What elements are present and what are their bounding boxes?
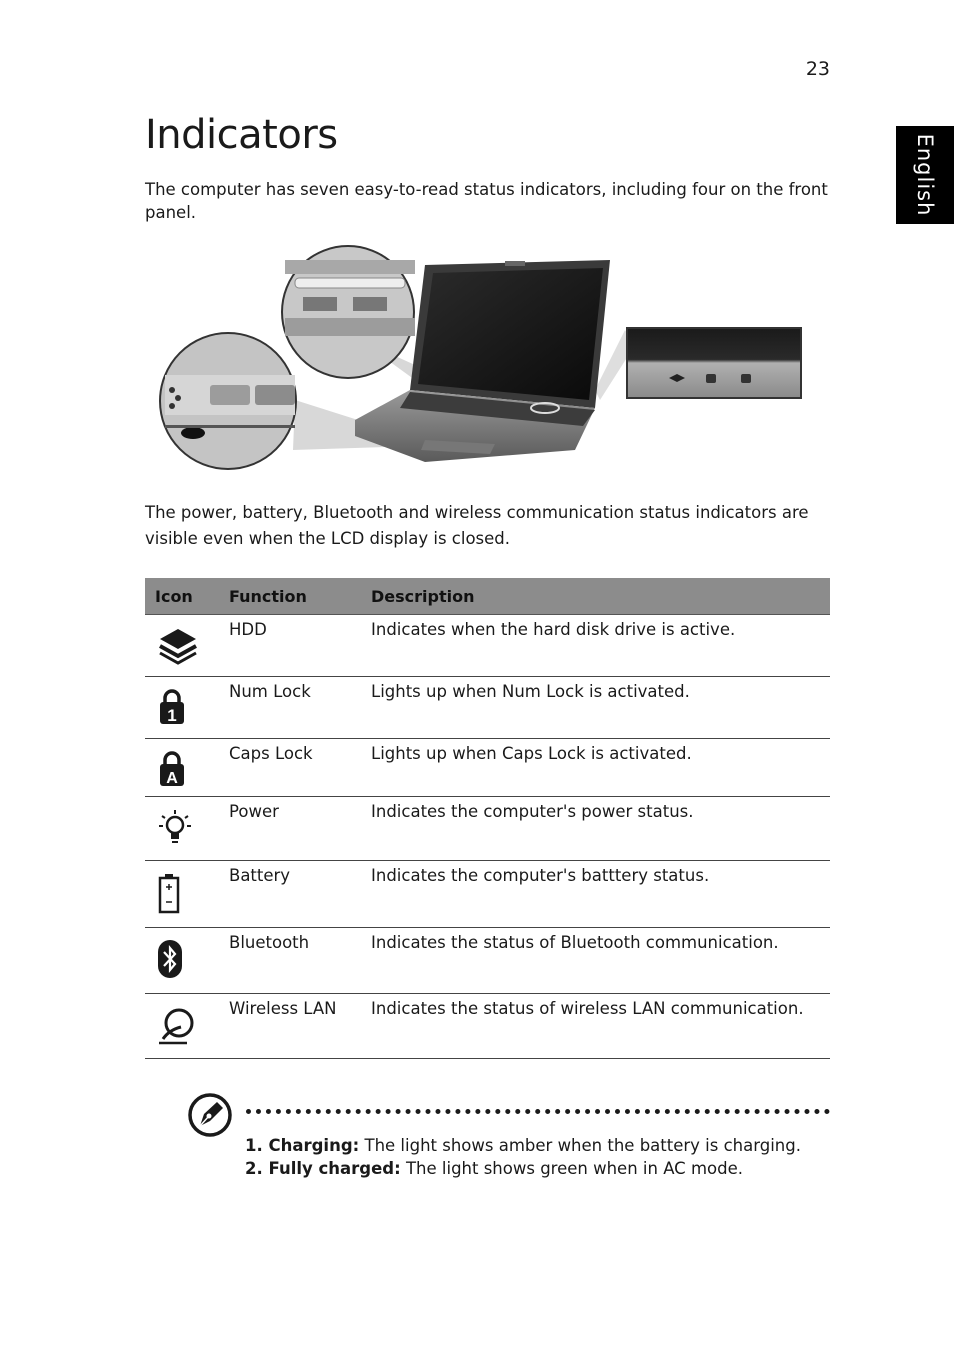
description-cell: Indicates the status of Bluetooth communication. bbox=[361, 928, 830, 994]
note-item-text: The light shows amber when the battery is charging. bbox=[359, 1136, 801, 1155]
page-title: Indicators bbox=[145, 112, 338, 158]
description-cell: Indicates the status of wireless LAN communication. bbox=[361, 994, 830, 1059]
table-row bbox=[145, 615, 830, 677]
function-cell: Num Lock bbox=[219, 677, 361, 739]
description-cell: Lights up when Num Lock is activated. bbox=[361, 677, 830, 739]
language-tab bbox=[896, 126, 954, 224]
table-row bbox=[145, 928, 830, 994]
note-list bbox=[245, 1134, 801, 1180]
note-item-label: 1. Charging: bbox=[245, 1136, 360, 1155]
function-cell: Wireless LAN bbox=[219, 994, 361, 1059]
power-icon bbox=[157, 808, 193, 848]
bluetooth-icon bbox=[157, 939, 183, 979]
description-cell: Indicates when the hard disk drive is active. bbox=[361, 615, 830, 677]
note-item bbox=[245, 1157, 801, 1180]
icon-cell bbox=[145, 739, 219, 797]
note-item-text: The light shows green when in AC mode. bbox=[400, 1159, 743, 1178]
icon-cell bbox=[145, 677, 219, 739]
page-number: 23 bbox=[805, 58, 830, 80]
note-pen-icon bbox=[187, 1092, 233, 1138]
hdd-icon bbox=[157, 626, 199, 666]
wireless-lan-icon bbox=[157, 1005, 197, 1047]
header-function: Function bbox=[219, 578, 361, 615]
table-row bbox=[145, 677, 830, 739]
caps-lock-icon bbox=[157, 750, 187, 788]
visibility-paragraph: The power, battery, Bluetooth and wireless communication status indicators are visible even when the LCD display is closed. bbox=[145, 503, 809, 548]
description-cell: Indicates the computer's batttery status. bbox=[361, 861, 830, 928]
function-cell: Caps Lock bbox=[219, 739, 361, 797]
table-row bbox=[145, 994, 830, 1059]
note-divider bbox=[246, 1109, 830, 1114]
battery-icon bbox=[157, 872, 181, 914]
description-cell: Indicates the computer's power status. bbox=[361, 797, 830, 861]
icon-cell bbox=[145, 615, 219, 677]
table-row bbox=[145, 797, 830, 861]
header-description: Description bbox=[361, 578, 830, 615]
svg-text:A: A bbox=[166, 770, 178, 787]
function-cell: Battery bbox=[219, 861, 361, 928]
function-cell: Power bbox=[219, 797, 361, 861]
description-cell: Lights up when Caps Lock is activated. bbox=[361, 739, 830, 797]
table-row bbox=[145, 861, 830, 928]
indicators-table bbox=[145, 578, 830, 1059]
table-header-row bbox=[145, 578, 830, 615]
table-row bbox=[145, 739, 830, 797]
icon-cell bbox=[145, 861, 219, 928]
note-item-label: 2. Fully charged: bbox=[245, 1159, 401, 1178]
icon-cell bbox=[145, 994, 219, 1059]
header-icon: Icon bbox=[145, 578, 219, 615]
svg-text:1: 1 bbox=[167, 706, 177, 725]
intro-paragraph: The computer has seven easy-to-read status indicators, including four on the front panel. bbox=[145, 180, 828, 222]
laptop-indicators-figure bbox=[155, 240, 805, 476]
function-cell: HDD bbox=[219, 615, 361, 677]
icon-cell bbox=[145, 928, 219, 994]
icon-cell bbox=[145, 797, 219, 861]
note-item bbox=[245, 1134, 801, 1157]
language-tab-label: English bbox=[913, 133, 937, 217]
num-lock-icon bbox=[157, 688, 187, 726]
function-cell: Bluetooth bbox=[219, 928, 361, 994]
